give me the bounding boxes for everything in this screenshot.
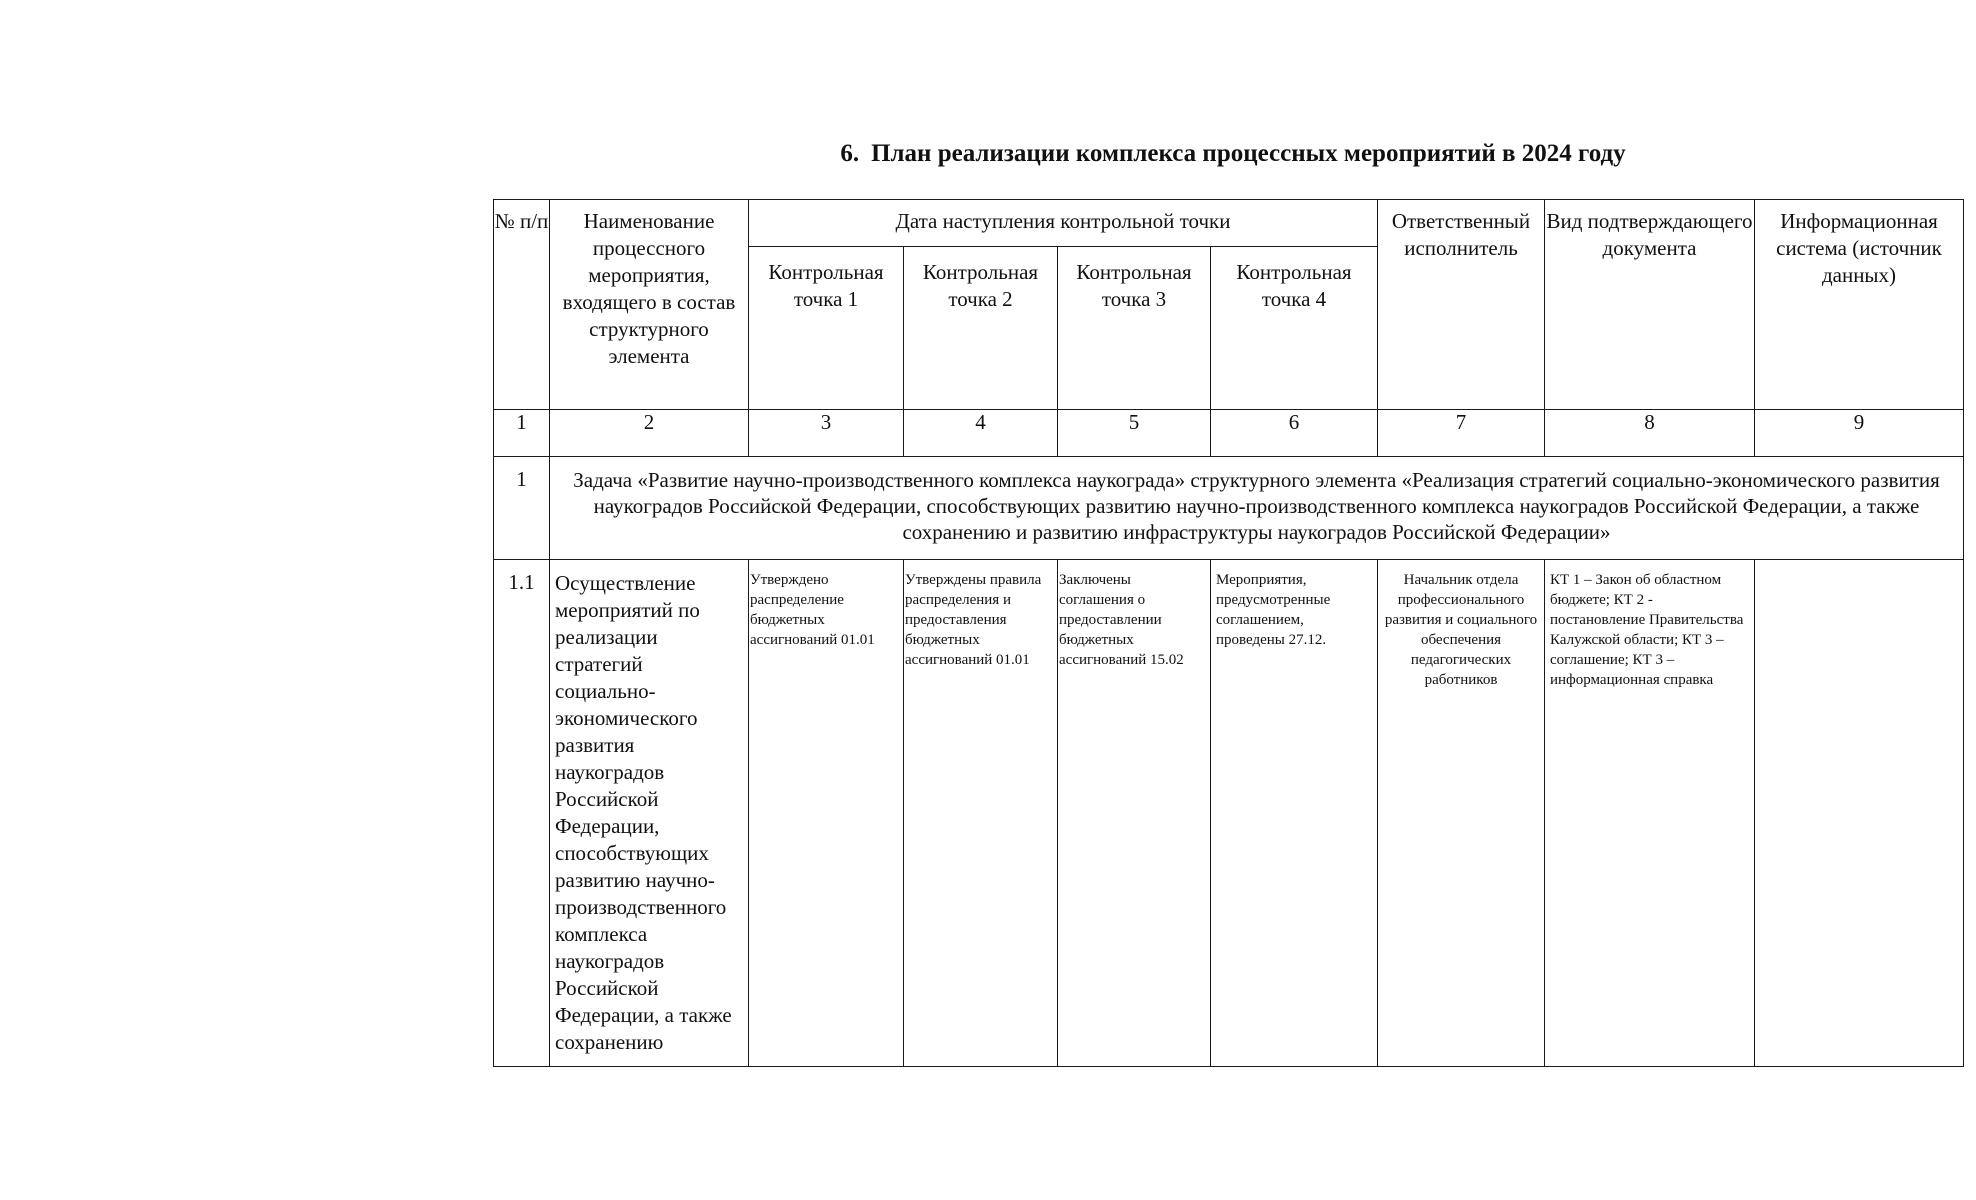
column-number: 4 (904, 410, 1058, 457)
header-row-1 (494, 200, 1964, 247)
page-title (494, 140, 1972, 168)
column-numbers-row (494, 410, 1964, 457)
column-number: 8 (1545, 410, 1755, 457)
header-event-name: Наименование процессного мероприятия, входящего в состав структурного элемента (550, 200, 749, 410)
column-number: 3 (749, 410, 904, 457)
plan-table (493, 199, 1964, 1067)
row-number: 1.1 (494, 560, 550, 1067)
header-kt2: Контрольная точка 2 (904, 247, 1058, 410)
column-number: 1 (494, 410, 550, 457)
column-number: 5 (1058, 410, 1211, 457)
task-number: 1 (494, 457, 550, 560)
row-kt2: Утверждены правила распределения и предоставления бюджетных ассигнований 01.01 (904, 560, 1058, 1067)
column-number: 2 (550, 410, 749, 457)
header-info-system: Информационная система (источник данных) (1755, 200, 1964, 410)
task-description: Задача «Развитие научно-производственного комплекса наукограда» структурного элемента «Реализация стратегий социально-экономического развития наукоградов Российской Федерации, способствующих развитию научно-производственного комплекса наукоградов Российской Федерации, а также сохранению и развитию инфраструктуры наукоградов Российской Федерации» (550, 457, 1964, 560)
header-checkpoint-date: Дата наступления контрольной точки (749, 200, 1378, 247)
header-npp: № п/п (494, 200, 550, 410)
header-document-type: Вид подтверждающего документа (1545, 200, 1755, 410)
section-title: План реализации комплекса процессных мероприятий в 2024 году (871, 140, 1626, 167)
row-kt3: Заключены соглашения о предоставлении бюджетных ассигнований 15.02 (1058, 560, 1211, 1067)
header-kt1: Контрольная точка 1 (749, 247, 904, 410)
column-number: 7 (1378, 410, 1545, 457)
header-kt3: Контрольная точка 3 (1058, 247, 1211, 410)
row-document-type: КТ 1 – Закон об областном бюджете; КТ 2 - постановление Правительства Калужской области; КТ 3 – соглашение; КТ 3 – информационная справка (1545, 560, 1755, 1067)
row-kt4: Мероприятия, предусмотренные соглашением, проведены 27.12. (1211, 560, 1378, 1067)
table-row (494, 560, 1964, 1067)
row-info-system (1755, 560, 1964, 1067)
row-event-name: Осуществление мероприятий по реализации стратегий социально-экономического развития наукоградов Российской Федерации, способствующих развитию научно-производственного комплекса наукоградов Российской Федерации, а также сохранению (550, 560, 749, 1067)
section-number: 6. (840, 140, 860, 167)
column-number: 9 (1755, 410, 1964, 457)
column-number: 6 (1211, 410, 1378, 457)
row-kt1: Утверждено распределение бюджетных ассигнований 01.01 (749, 560, 904, 1067)
header-responsible: Ответственный исполнитель (1378, 200, 1545, 410)
task-row (494, 457, 1964, 560)
header-kt4: Контрольная точка 4 (1211, 247, 1378, 410)
row-responsible: Начальник отдела профессионального развития и социального обеспечения педагогических работников (1378, 560, 1545, 1067)
